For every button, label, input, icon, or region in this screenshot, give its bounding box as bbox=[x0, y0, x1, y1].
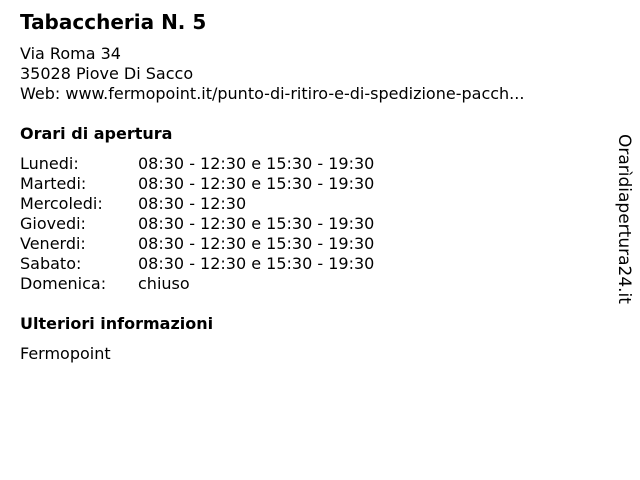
time-value: 08:30 - 12:30 e 15:30 - 19:30 bbox=[138, 254, 375, 273]
address-city: 35028 Piove Di Sacco bbox=[20, 64, 194, 83]
day-label: Venerdi: bbox=[20, 234, 86, 253]
time-value: 08:30 - 12:30 e 15:30 - 19:30 bbox=[138, 234, 375, 253]
day-label: Mercoledi: bbox=[20, 194, 103, 213]
hours-row-saturday bbox=[20, 254, 440, 274]
day-label: Domenica: bbox=[20, 274, 107, 293]
time-value: 08:30 - 12:30 bbox=[138, 194, 247, 213]
opening-hours-heading: Orari di apertura bbox=[20, 124, 173, 143]
shop-address bbox=[20, 44, 524, 104]
hours-row-monday bbox=[20, 154, 440, 174]
hours-row-sunday bbox=[20, 274, 440, 294]
side-brand-watermark bbox=[611, 134, 637, 310]
hours-row-wednesday bbox=[20, 194, 440, 214]
day-label: Giovedi: bbox=[20, 214, 86, 233]
side-brand-text: Orarìdiapertura24.it bbox=[614, 134, 634, 304]
hours-row-friday bbox=[20, 234, 440, 254]
time-value: chiuso bbox=[138, 274, 190, 293]
time-value: 08:30 - 12:30 e 15:30 - 19:30 bbox=[138, 154, 375, 173]
time-value: 08:30 - 12:30 e 15:30 - 19:30 bbox=[138, 214, 375, 233]
more-info-text: Fermopoint bbox=[20, 344, 111, 363]
time-value: 08:30 - 12:30 e 15:30 - 19:30 bbox=[138, 174, 375, 193]
opening-hours-table bbox=[20, 154, 440, 294]
hours-row-tuesday bbox=[20, 174, 440, 194]
hours-row-thursday bbox=[20, 214, 440, 234]
day-label: Martedi: bbox=[20, 174, 87, 193]
more-info-heading: Ulteriori informazioni bbox=[20, 314, 214, 333]
website-link[interactable]: Web: www.fermopoint.it/punto-di-ritiro-e-di-spedizione-pacch... bbox=[20, 84, 525, 103]
address-street: Via Roma 34 bbox=[20, 44, 121, 63]
day-label: Sabato: bbox=[20, 254, 82, 273]
shop-title: Tabaccheria N. 5 bbox=[20, 10, 207, 34]
day-label: Lunedi: bbox=[20, 154, 79, 173]
